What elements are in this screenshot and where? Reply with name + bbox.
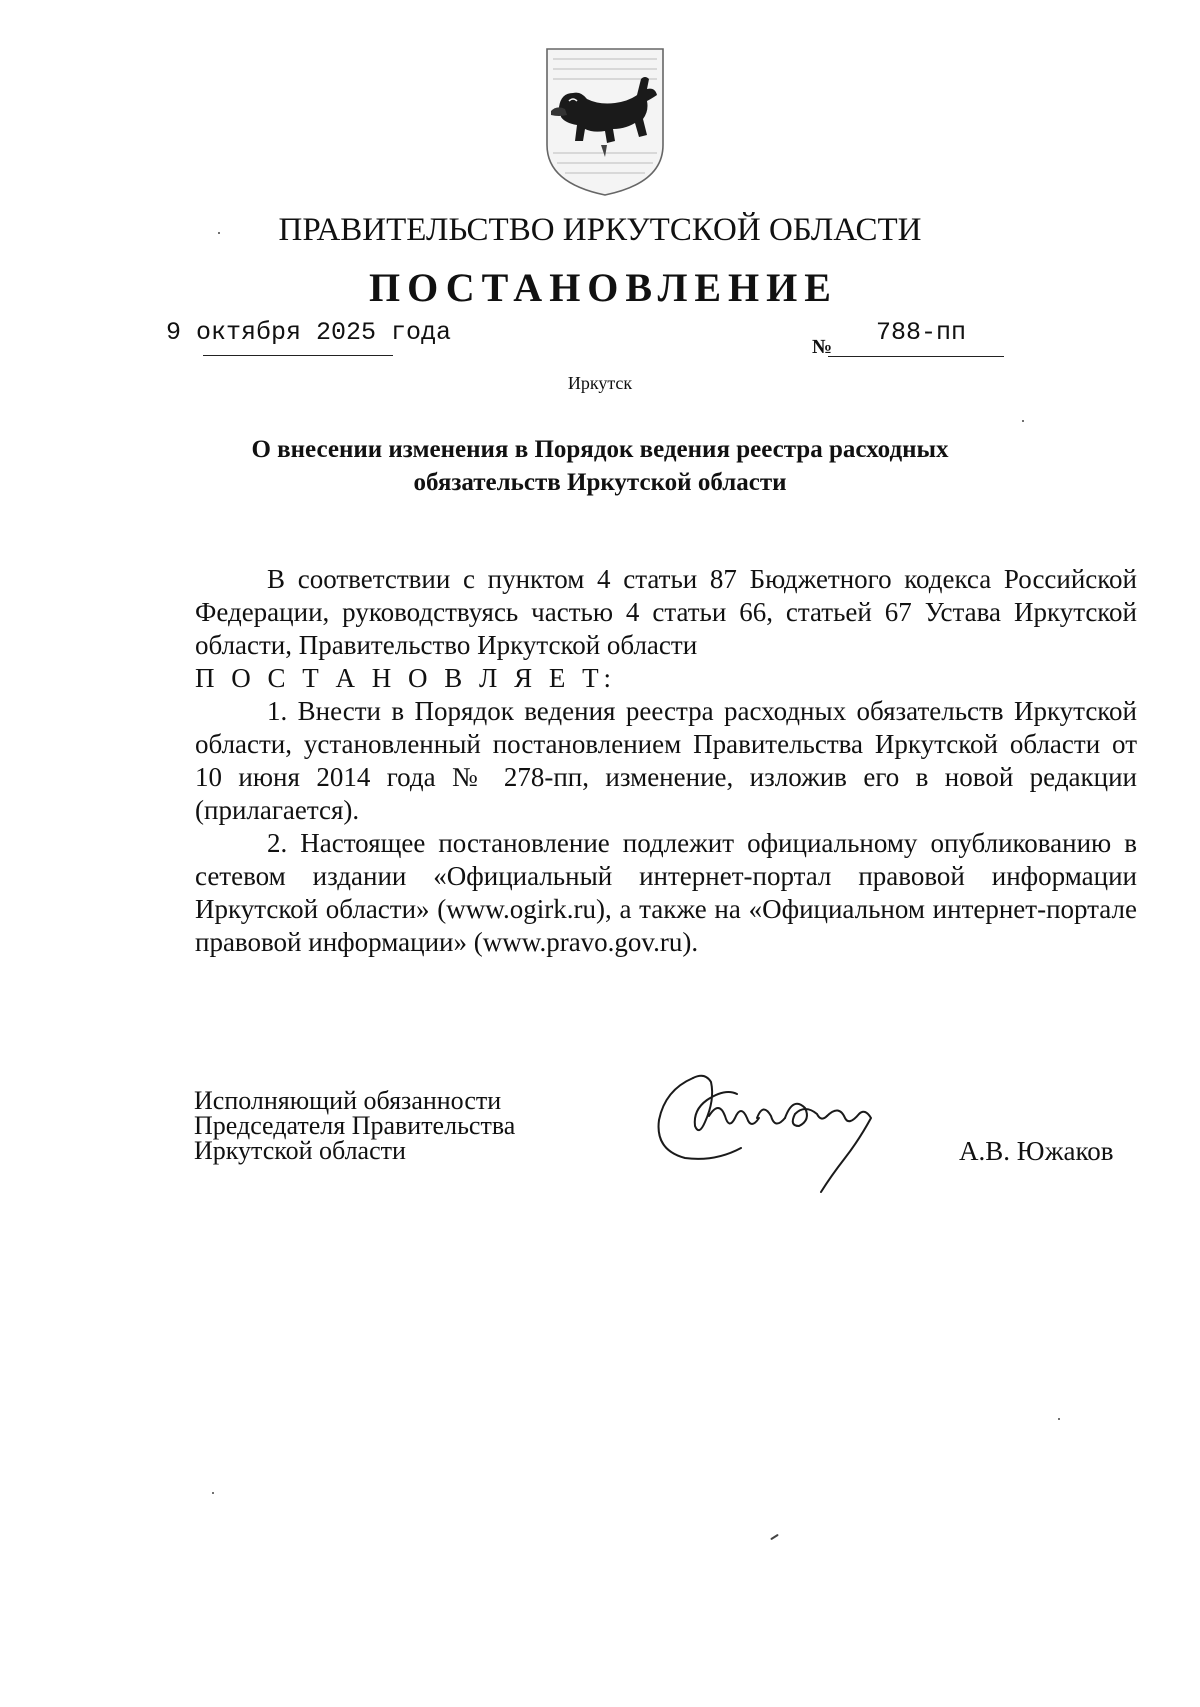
scan-speck [1022, 420, 1024, 422]
coat-of-arms-icon [543, 45, 667, 197]
signer-title-line-1: Исполняющий обязанности [194, 1086, 502, 1115]
number-underline [828, 356, 1004, 357]
number-sign: № [812, 336, 833, 358]
document-number: 788-пп [876, 318, 967, 347]
signer-title-line-2: Председателя Правительства [194, 1111, 516, 1140]
document-type: ПОСТАНОВЛЕНИЕ [369, 265, 838, 310]
scan-speck [218, 232, 220, 234]
item-2-paragraph: 2. Настоящее постановление подлежит официальному опубликованию в сетевом издании «Официальный интернет-портал правовой информации Иркутской области» (www.ogirk.ru), а также на «Официальном интернет-портале правовой информации» (www.pravo.gov.ru). [195, 828, 1137, 957]
item-1-paragraph: 1. Внести в Порядок ведения реестра расходных обязательств Иркутской области, установленный постановлением Правительства Иркутской области от 10 июня 2014 года № 278-пп, изменение, изложив его в новой редакции (прилагается). [195, 696, 1137, 825]
city: Иркутск [567, 373, 633, 393]
preamble-paragraph: В соответствии с пунктом 4 статьи 87 Бюджетного кодекса Российской Федерации, руководствуясь частью 4 статьи 66, статьей 67 Устава Иркутской области, Правительство Иркутской области [195, 564, 1137, 660]
document-subject [150, 433, 1050, 499]
document-body [195, 563, 1137, 959]
signer-title [194, 1088, 515, 1163]
scan-speck [1058, 1418, 1060, 1420]
scan-speck [212, 1492, 214, 1494]
signer-title-line-3: Иркутской области [194, 1136, 406, 1165]
subject-line-2: обязательств Иркутской области [413, 469, 787, 496]
signer-name: А.В. Южаков [959, 1136, 1114, 1166]
decree-word: П О С Т А Н О В Л Я Е Т: [195, 663, 617, 693]
date-underline [203, 355, 393, 356]
government-name: ПРАВИТЕЛЬСТВО ИРКУТСКОЙ ОБЛАСТИ [278, 212, 922, 248]
scan-speck [770, 1534, 779, 1540]
subject-line-1: О внесении изменения в Порядок ведения реестра расходных [251, 436, 949, 463]
document-date: 9 октября 2025 года [166, 318, 452, 347]
handwritten-signature-icon [645, 1060, 925, 1195]
